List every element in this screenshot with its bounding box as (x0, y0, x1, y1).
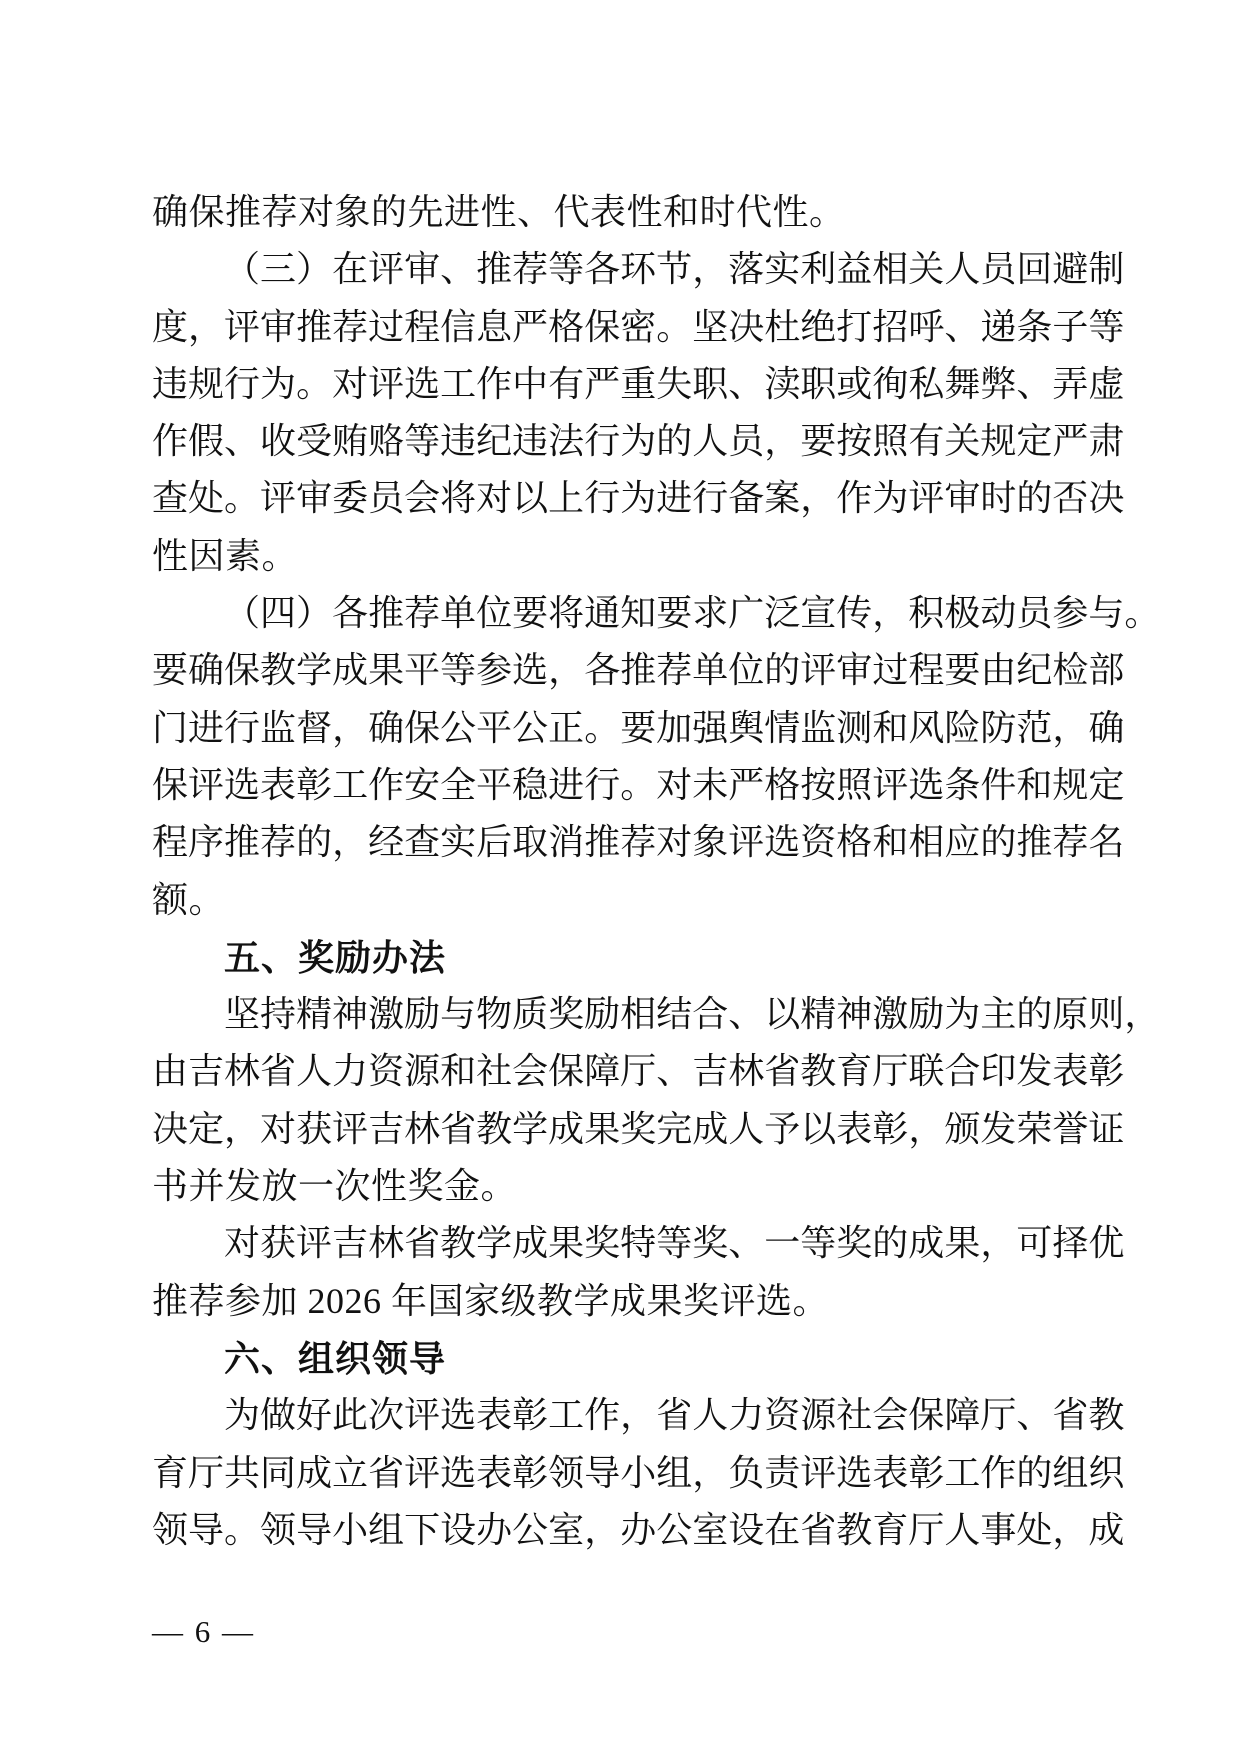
page-number: — 6 — (152, 1614, 255, 1649)
text-line: 为 做 好 此 次 评 选 表 彰 工 作 ， 省 人 力 资 源 社 会 保 障 厅 、 省 教 (224, 1395, 1125, 1436)
text-line: 性因素。 (152, 535, 299, 576)
text-line: 要 确 保 教 学 成 果 平 等 参 选 ， 各 推 荐 单 位 的 评 审 过 程 要 由 纪 检 部 (152, 650, 1125, 691)
text-line: 确保推荐对象的先进性、代表性和时代性。 (152, 192, 846, 232)
text-line: 决 定 ， 对 获 评 吉 林 省 教 学 成 果 奖 完 成 人 予 以 表 彰 ， 颁 发 荣 誉 证 (152, 1108, 1125, 1149)
text-line: 坚 持 精 神 激 励 与 物 质 奖 励 相 结 合 、 以 精 神 激 励 为 主 的 原 则 ， (224, 994, 1161, 1035)
text-line: （ 三 ） 在 评 审 、 推 荐 等 各 环 节 ， 落 实 利 益 相 关 人 员 回 避 制 (224, 249, 1125, 290)
text-line: 作 假 、 收 受 贿 赂 等 违 纪 违 法 行 为 的 人 员 ， 要 按 照 有 关 规 定 严 肃 (152, 421, 1125, 462)
document-lines (152, 184, 1161, 1559)
text-line: 查 处 。 评 审 委 员 会 将 对 以 上 行 为 进 行 备 案 ， 作 为 评 审 时 的 否 决 (152, 478, 1125, 519)
text-line: 领 导 。 领 导 小 组 下 设 办 公 室 ， 办 公 室 设 在 省 教 育 厅 人 事 处 ， 成 (152, 1509, 1125, 1550)
text-line: 对 获 评 吉 林 省 教 学 成 果 奖 特 等 奖 、 一 等 奖 的 成 果 ， 可 择 优 (224, 1223, 1125, 1264)
text-line: 推荐参加 2026 年国家级教学成果奖评选。 (152, 1280, 830, 1321)
text-line: 保 评 选 表 彰 工 作 安 全 平 稳 进 行 。 对 未 严 格 按 照 评 选 条 件 和 规 定 (152, 764, 1125, 805)
text-line: 书并发放一次性奖金。 (152, 1166, 518, 1207)
text-line: 额。 (152, 879, 226, 920)
text-line: 违 规 行 为 。 对 评 选 工 作 中 有 严 重 失 职 、 渎 职 或 徇 私 舞 弊 、 弄 虚 (152, 363, 1125, 404)
section-heading: 六、组织领导 (224, 1337, 447, 1379)
text-line: （ 四 ） 各 推 荐 单 位 要 将 通 知 要 求 广 泛 宣 传 ， 积 极 动 员 参 与 。 (224, 593, 1161, 634)
text-line: 门 进 行 监 督 ， 确 保 公 平 公 正 。 要 加 强 舆 情 监 测 和 风 险 防 范 ， 确 (152, 707, 1125, 748)
text-line: 程 序 推 荐 的 ， 经 查 实 后 取 消 推 荐 对 象 评 选 资 格 和 相 应 的 推 荐 名 (152, 822, 1125, 863)
text-line: 由 吉 林 省 人 力 资 源 和 社 会 保 障 厅 、 吉 林 省 教 育 厅 联 合 印 发 表 彰 (152, 1051, 1125, 1092)
section-heading: 五、奖励办法 (224, 936, 447, 978)
text-line: 度 ， 评 审 推 荐 过 程 信 息 严 格 保 密 。 坚 决 杜 绝 打 招 呼 、 递 条 子 等 (152, 306, 1125, 347)
text-line: 育 厅 共 同 成 立 省 评 选 表 彰 领 导 小 组 ， 负 责 评 选 表 彰 工 作 的 组 织 (152, 1452, 1125, 1493)
